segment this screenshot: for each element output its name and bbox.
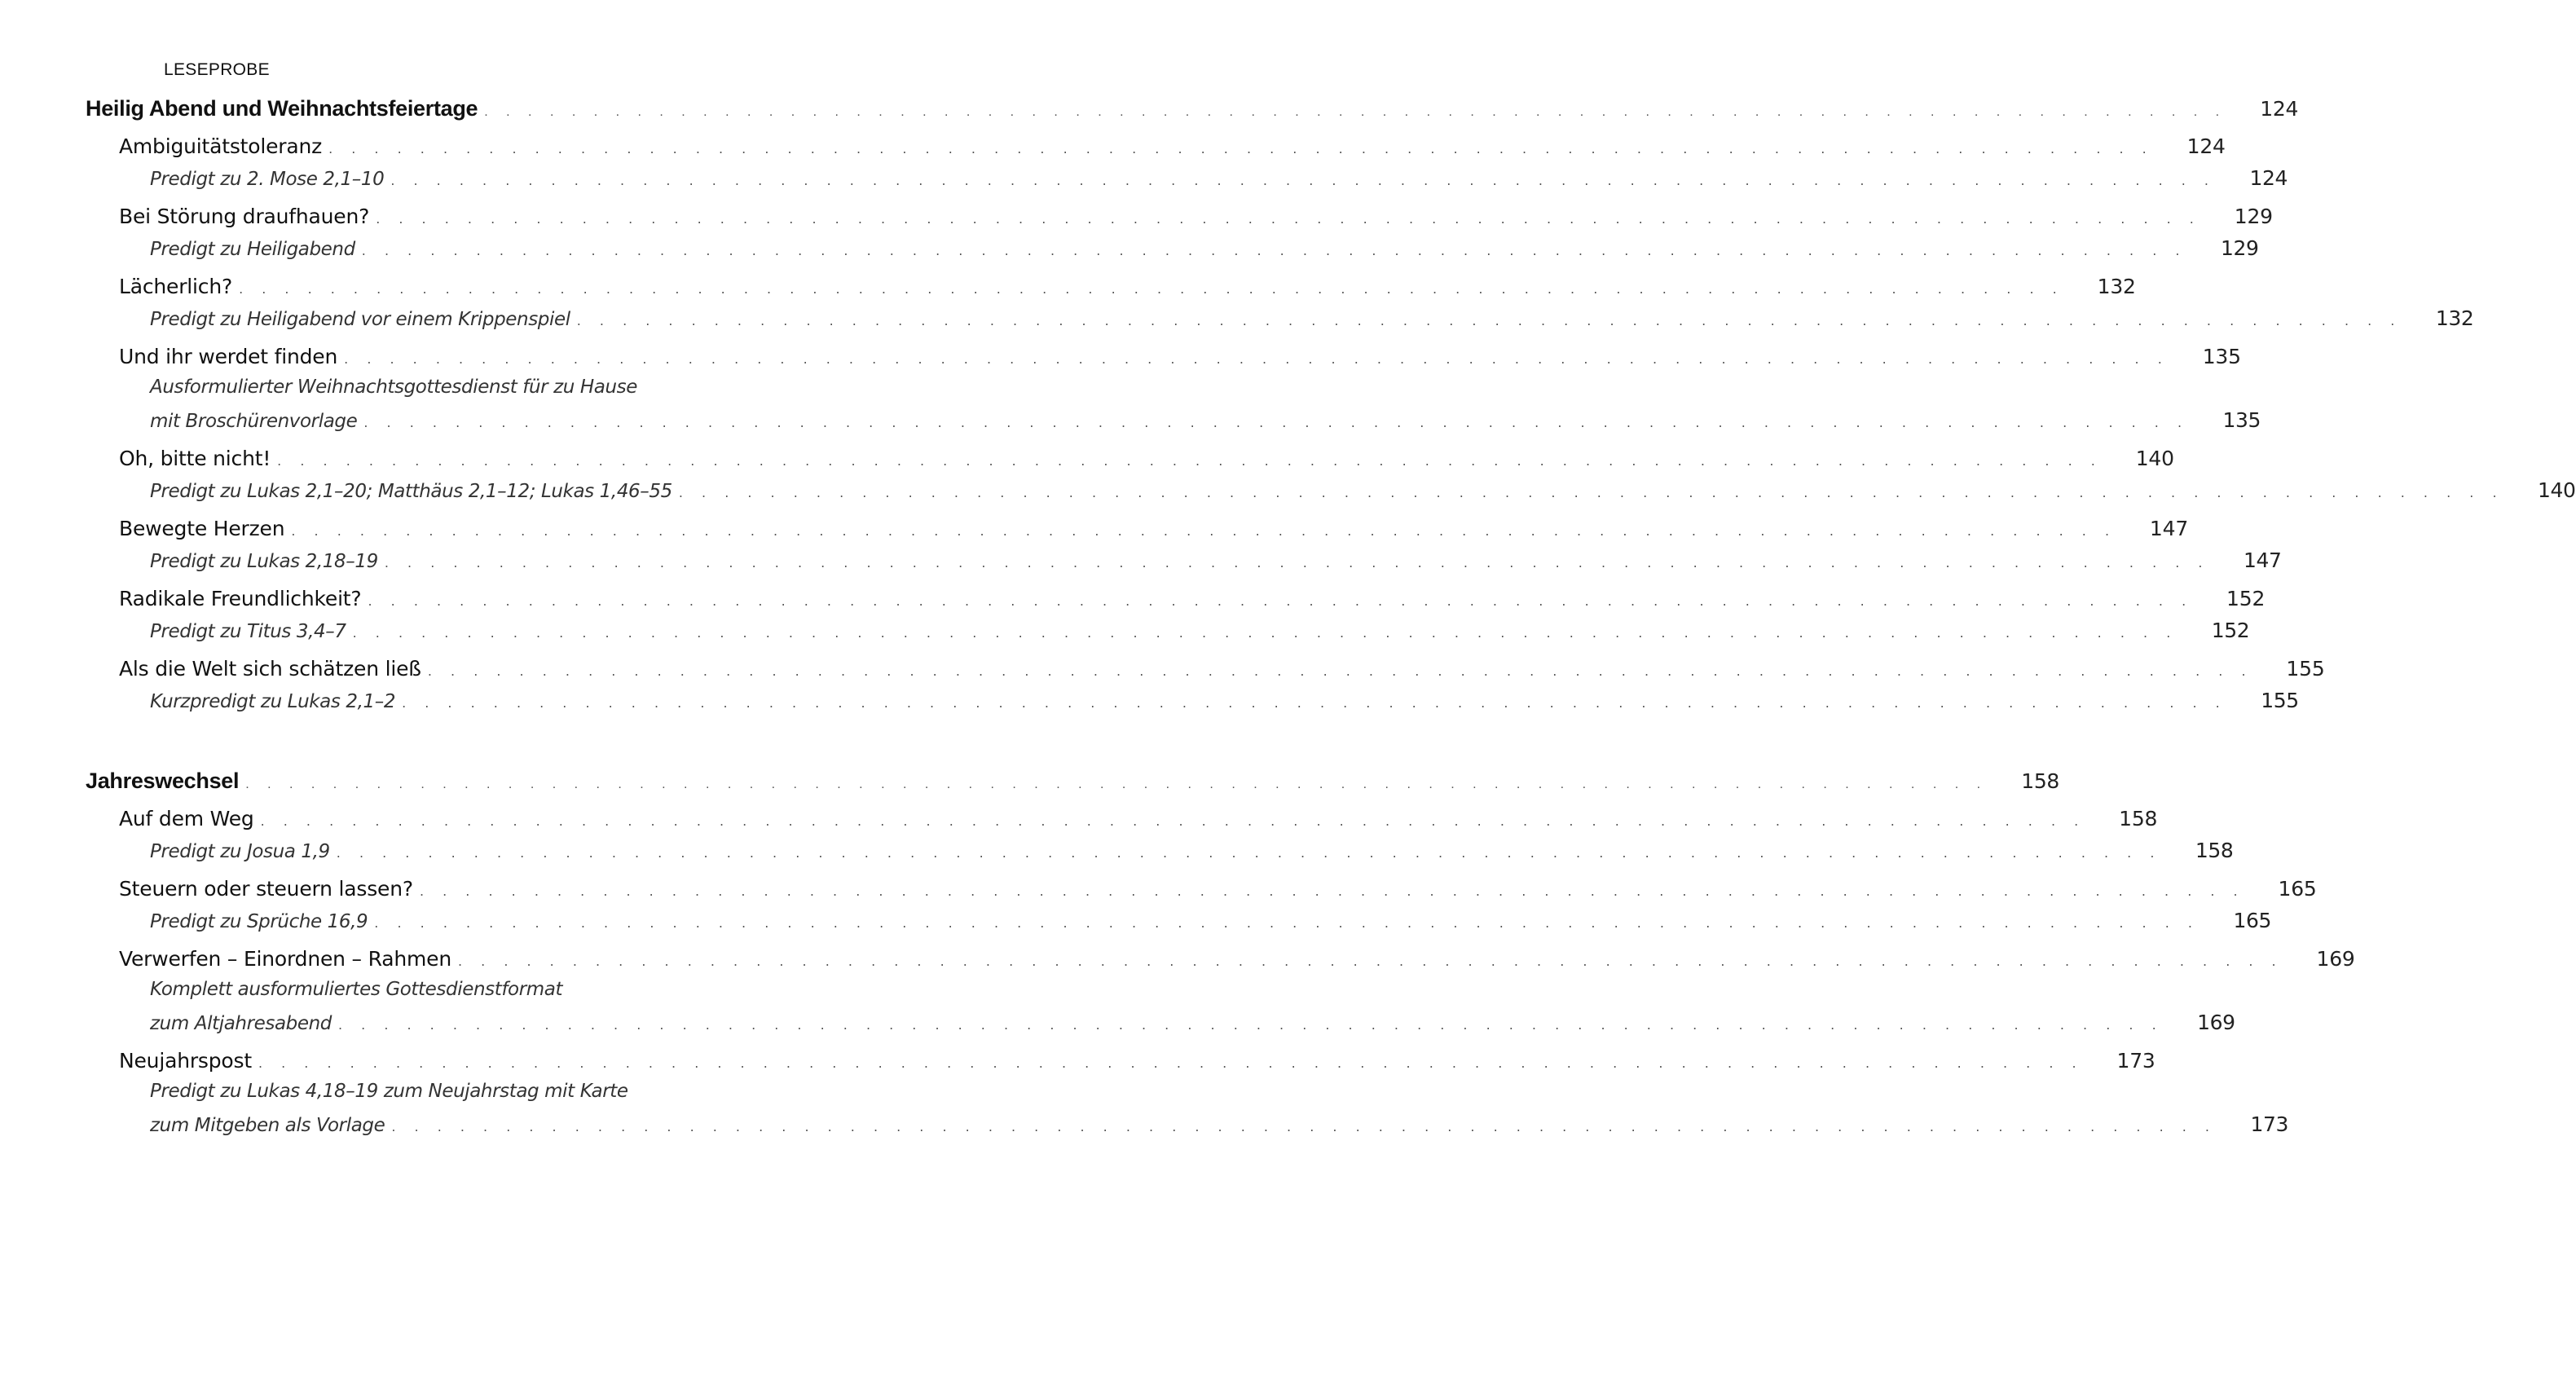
dot-leader: . . . . . . . . . . . . . . . . . . . . . . . . . . . . . . . . . . . . . . . . . . . . . . . . . . . . . . . . . . . . . . . . . . . . . . . . . . . . . . . . <box>258 1055 2084 1071</box>
dot-leader: . . . . . . . . . . . . . . . . . . . . . . . . . . . . . . . . . . . . . . . . . . . . . . . . . . . . . . . . . . . . . . . . . . . . . . . . . . . . . . . . <box>368 593 2194 609</box>
toc-subentry-title: Predigt zu Lukas 2,18–19 <box>150 551 378 572</box>
page-number: 135 <box>2222 408 2261 432</box>
dot-leader: . . . . . . . . . . . . . . . . . . . . . . . . . . . . . . . . . . . . . . . . . . . . . . . . . . . . . . . . . . . . . . . . . . . . . . . . . . . . . . . . <box>390 173 2216 188</box>
page-number: 152 <box>2226 587 2266 610</box>
toc-section-heading-title: Heilig Abend und Weihnachtsfeiertage <box>86 96 478 121</box>
dot-leader: . . . . . . . . . . . . . . . . . . . . . . . . . . . . . . . . . . . . . . . . . . . . . . . . . . . . . . . . . . . . . . . . . . . . . . . . . . . . . . . . <box>402 695 2227 711</box>
page-number: 132 <box>2097 275 2136 298</box>
dot-leader: . . . . . . . . . . . . . . . . . . . . . . . . . . . . . . . . . . . . . . . . . . . . . . . . . . . . . . . . . . . . . . . . . . . . . . . . . . . . . . . . <box>427 663 2253 679</box>
page-number: 129 <box>2234 205 2273 228</box>
toc-subentry-title: Ausformulierter Weihnachtsgottesdienst für zu Hause <box>150 377 637 398</box>
toc-entry-title: Bewegte Herzen <box>119 517 285 540</box>
dot-leader: . . . . . . . . . . . . . . . . . . . . . . . . . . . . . . . . . . . . . . . . . . . . . . . . . . . . . . . . . . . . . . . . . . . . . . . . . . . . . . . . <box>457 954 2283 969</box>
toc-subentry <box>150 478 2576 502</box>
toc-subentry-title: Predigt zu Lukas 2,1–20; Matthäus 2,1–12; Lukas 1,46–55 <box>150 481 672 502</box>
dot-leader: . . . . . . . . . . . . . . . . . . . . . . . . . . . . . . . . . . . . . . . . . . . . . . . . . . . . . . . . . . . . . . . . . . . . . . . . . . . . . . . . <box>419 883 2245 899</box>
toc-section-heading <box>86 769 2060 794</box>
page-number: 165 <box>2278 877 2317 901</box>
toc-subentry-title: zum Altjahresabend <box>150 1013 332 1034</box>
page-number: 124 <box>2249 166 2288 190</box>
dot-leader: . . . . . . . . . . . . . . . . . . . . . . . . . . . . . . . . . . . . . . . . . . . . . . . . . . . . . . . . . . . . . . . . . . . . . . . . . . . . . . . . <box>239 281 2064 297</box>
page-number: 158 <box>2119 807 2158 830</box>
toc-subentry-title: Predigt zu Heiligabend vor einem Krippenspiel <box>150 309 570 330</box>
page-number: 165 <box>2233 909 2271 932</box>
toc-entry-title: Neujahrspost <box>119 1049 252 1073</box>
toc-subentry <box>150 909 2271 932</box>
page-number: 158 <box>2195 839 2234 862</box>
toc-entry-title: Verwerfen – Einordnen – Rahmen <box>119 947 451 971</box>
dot-leader: . . . . . . . . . . . . . . . . . . . . . . . . . . . . . . . . . . . . . . . . . . . . . . . . . . . . . . . . . . . . . . . . . . . . . . . . . . . . . . . . <box>277 453 2103 469</box>
toc-subentry-title: Predigt zu Sprüche 16,9 <box>150 911 368 932</box>
toc-entry-title: Oh, bitte nicht! <box>119 447 271 470</box>
dot-leader: . . . . . . . . . . . . . . . . . . . . . . . . . . . . . . . . . . . . . . . . . . . . . . . . . . . . . . . . . . . . . . . . . . . . . . . . . . . . . . . . <box>328 141 2154 156</box>
dot-leader: . . . . . . . . . . . . . . . . . . . . . . . . . . . . . . . . . . . . . . . . . . . . . . . . . . . . . . . . . . . . . . . . . . . . . . . . . . . . . . . . <box>363 415 2190 430</box>
toc-entry-title: Steuern oder steuern lassen? <box>119 877 413 901</box>
dot-leader: . . . . . . . . . . . . . . . . . . . . . . . . . . . . . . . . . . . . . . . . . . . . . . . . . . . . . . . . . . . . . . . . . . . . . . . . . . . . . . . . <box>336 845 2162 861</box>
dot-leader: . . . . . . . . . . . . . . . . . . . . . . . . . . . . . . . . . . . . . . . . . . . . . . . . . . . . . . . . . . . . . . . . . . . . . . . . . . . . . . . . <box>260 813 2086 829</box>
dot-leader: . . . . . . . . . . . . . . . . . . . . . . . . . . . . . . . . . . . . . . . . . . . . . . . . . . . . . . . . . . . . . . . . . . . . . . . . . . . . . . . . <box>344 351 2169 367</box>
toc-subentry <box>150 236 2259 260</box>
toc-entry <box>119 134 2226 158</box>
dot-leader: . . . . . . . . . . . . . . . . . . . . . . . . . . . . . . . . . . . . . . . . . . . . . . . . . . . . . . . . . . . . . . . . . . . . . . . . . . . . . . . . <box>576 313 2402 328</box>
page-number: 169 <box>2197 1011 2235 1034</box>
toc-subentry <box>150 619 2250 642</box>
toc-subentry <box>150 1081 776 1102</box>
page-number: 173 <box>2250 1112 2289 1136</box>
toc-entry-title: Lächerlich? <box>119 275 233 298</box>
toc-subentry <box>150 1011 2235 1034</box>
toc-entry <box>119 1049 2155 1073</box>
toc-entry <box>119 877 2317 901</box>
toc-entry-title: Bei Störung draufhauen? <box>119 205 370 228</box>
page-number: 147 <box>2149 517 2189 540</box>
toc-subentry <box>150 689 2299 712</box>
toc-subentry <box>150 839 2234 862</box>
toc-subentry <box>150 1112 2289 1136</box>
toc-subentry-title: Predigt zu Heiligabend <box>150 239 355 260</box>
page-number: 152 <box>2211 619 2250 642</box>
toc-subentry <box>150 306 2474 330</box>
dot-leader: . . . . . . . . . . . . . . . . . . . . . . . . . . . . . . . . . . . . . . . . . . . . . . . . . . . . . . . . . . . . . . . . . . . . . . . . . . . . . . . . <box>391 1119 2217 1134</box>
page-number: 140 <box>2135 447 2174 470</box>
page-number: 158 <box>2021 769 2060 793</box>
page-number: 124 <box>2186 134 2226 158</box>
page-number: 147 <box>2243 548 2282 572</box>
toc-entry <box>119 587 2266 610</box>
dot-leader: . . . . . . . . . . . . . . . . . . . . . . . . . . . . . . . . . . . . . . . . . . . . . . . . . . . . . . . . . . . . . . . . . . . . . . . . . . . . . . . . <box>484 105 2227 119</box>
toc-subentry <box>150 166 2288 190</box>
toc-entry-title: Radikale Freundlichkeit? <box>119 587 362 610</box>
toc-entry-title: Ambiguitätstoleranz <box>119 134 323 158</box>
dot-leader: . . . . . . . . . . . . . . . . . . . . . . . . . . . . . . . . . . . . . . . . . . . . . . . . . . . . . . . . . . . . . . . . . . . . . . . . . . . . . . . . <box>376 211 2201 227</box>
dot-leader: . . . . . . . . . . . . . . . . . . . . . . . . . . . . . . . . . . . . . . . . . . . . . . . . . . . . . . . . . . . . . . . . . . . . . . . . . . . . . . . . <box>352 625 2178 641</box>
page-number: 169 <box>2316 947 2355 971</box>
toc-subentry <box>150 548 2282 572</box>
dot-leader: . . . . . . . . . . . . . . . . . . . . . . . . . . . . . . . . . . . . . . . . . . . . . . . . . . . . . . . . . . . . . . . . . . . . . . . . . . . . . . . . <box>361 243 2187 258</box>
toc-subentry-title: mit Broschürenvorlage <box>150 411 358 432</box>
leseprobe-watermark: LESEPROBE <box>164 60 270 79</box>
toc-entry <box>119 807 2158 830</box>
toc-entry <box>119 205 2273 228</box>
toc-entry <box>119 275 2136 298</box>
page-number: 140 <box>2538 478 2576 502</box>
toc-section-heading <box>86 96 2299 121</box>
page-number: 124 <box>2260 97 2299 121</box>
toc-entry-title: Und ihr werdet finden <box>119 345 338 368</box>
page-number: 173 <box>2116 1049 2155 1073</box>
dot-leader: . . . . . . . . . . . . . . . . . . . . . . . . . . . . . . . . . . . . . . . . . . . . . . . . . . . . . . . . . . . . . . . . . . . . . . . . . . . . . . . . <box>245 777 1988 791</box>
toc-entry-title: Als die Welt sich schätzen ließ <box>119 657 421 681</box>
toc-subentry <box>150 979 776 1000</box>
page-number: 155 <box>2286 657 2325 681</box>
dot-leader: . . . . . . . . . . . . . . . . . . . . . . . . . . . . . . . . . . . . . . . . . . . . . . . . . . . . . . . . . . . . . . . . . . . . . . . . . . . . . . . . <box>337 1017 2164 1033</box>
toc-entry <box>119 345 2241 368</box>
toc-subentry-title: Predigt zu Titus 3,4–7 <box>150 621 346 642</box>
page-number: 155 <box>2261 689 2299 712</box>
dot-leader: . . . . . . . . . . . . . . . . . . . . . . . . . . . . . . . . . . . . . . . . . . . . . . . . . . . . . . . . . . . . . . . . . . . . . . . . . . . . . . . . <box>374 915 2200 931</box>
page-number: 135 <box>2202 345 2241 368</box>
toc-subentry <box>150 408 2261 432</box>
page-number: 129 <box>2220 236 2259 260</box>
dot-leader: . . . . . . . . . . . . . . . . . . . . . . . . . . . . . . . . . . . . . . . . . . . . . . . . . . . . . . . . . . . . . . . . . . . . . . . . . . . . . . . . <box>384 555 2210 570</box>
toc-subentry-title: zum Mitgeben als Vorlage <box>150 1115 385 1136</box>
toc-subentry-title: Predigt zu Lukas 4,18–19 zum Neujahrstag mit Karte <box>150 1081 628 1102</box>
toc-subentry-title: Predigt zu 2. Mose 2,1–10 <box>150 169 385 190</box>
toc-subentry-title: Komplett ausformuliertes Gottesdienstformat <box>150 979 563 1000</box>
toc-entry-title: Auf dem Weg <box>119 807 254 830</box>
toc-subentry-title: Predigt zu Josua 1,9 <box>150 841 330 862</box>
toc-entry <box>119 517 2189 540</box>
toc-entry <box>119 447 2174 470</box>
toc-subentry <box>150 377 776 398</box>
toc-section-heading-title: Jahreswechsel <box>86 769 240 793</box>
dot-leader: . . . . . . . . . . . . . . . . . . . . . . . . . . . . . . . . . . . . . . . . . . . . . . . . . . . . . . . . . . . . . . . . . . . . . . . . . . . . . . . . <box>678 485 2504 500</box>
dot-leader: . . . . . . . . . . . . . . . . . . . . . . . . . . . . . . . . . . . . . . . . . . . . . . . . . . . . . . . . . . . . . . . . . . . . . . . . . . . . . . . . <box>291 523 2117 539</box>
toc-subentry-title: Kurzpredigt zu Lukas 2,1–2 <box>150 691 396 712</box>
toc-entry <box>119 657 2325 681</box>
page-number: 132 <box>2435 306 2474 330</box>
toc-entry <box>119 947 2355 971</box>
